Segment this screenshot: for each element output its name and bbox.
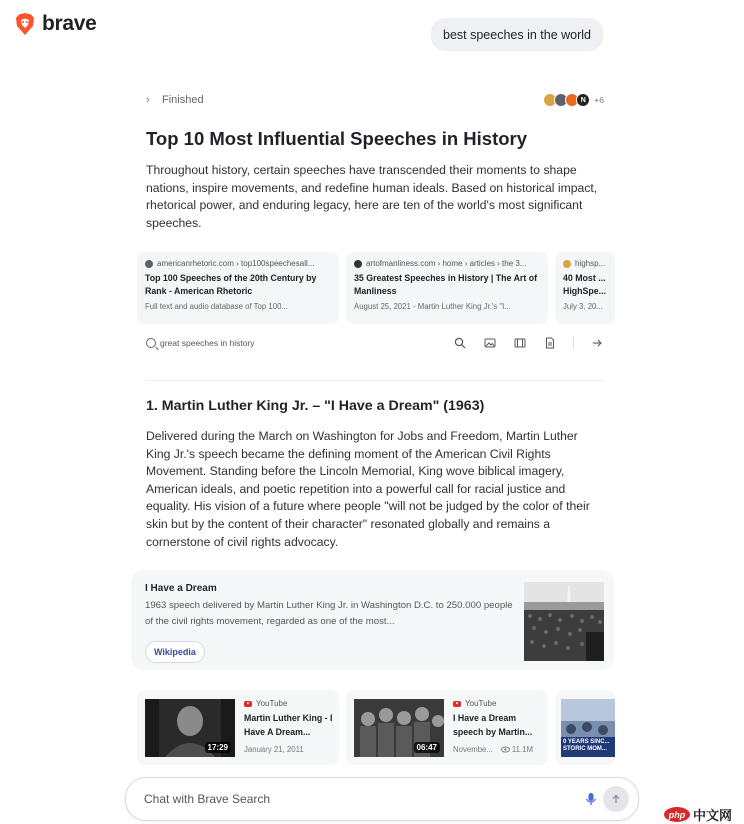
source-title: 35 Greatest Speeches in History | The Art of Manliness [354,273,538,296]
source-title: Top 100 Speeches of the 20th Century by Rank - American Rhetoric [145,273,317,296]
source-card[interactable] [137,252,339,324]
send-button[interactable] [603,786,629,812]
search-tool-button[interactable] [453,336,467,350]
video-duration: 17:29 [205,742,231,753]
wikipedia-badge[interactable]: Wikipedia [145,641,205,663]
video-cards [137,690,610,765]
video-title: I Have a Dream speech by Martin... [453,713,533,737]
youtube-icon [453,701,461,707]
video-thumbnail[interactable] [561,699,615,757]
video-thumbnail[interactable] [354,699,444,757]
wiki-title: I Have a Dream [145,583,217,594]
section-body: Delivered during the March on Washington for Jobs and Freedom, Martin Luther King Jr.'s speech became the defining moment of the American Civil Rights Movement. Standing before the Lincoln Memorial, King wove biblical imagery, American ideals, and poetic repetition into a powerful call for racial justice and equality. His vision of a future where people "will not be judged by the color of their skin but by the content of their character" resonated globally and remains a cornerstone of civil rights advocacy. [146,429,590,549]
video-source: YouTube [256,699,288,708]
section-divider [146,380,604,381]
video-thumbnail-overlay-text: 0 YEARS SINC... STORIC MOM... [563,739,610,752]
source-snippet: Full text and audio database of Top 100... [145,302,288,311]
site-favicon-icon [354,260,362,268]
source-favicon: N [576,93,590,107]
site-favicon-icon [563,260,571,268]
answer-status-row[interactable] [146,92,604,108]
source-url: artofmanliness.com › home › articles › the 3... [366,259,527,268]
source-snippet: July 3, 20... [563,302,603,311]
search-icon [146,338,156,348]
brave-lion-icon [14,12,36,36]
youtube-icon [244,701,252,707]
eye-icon [501,746,510,753]
user-query-bubble [431,18,603,51]
march-on-washington-image [524,582,604,661]
user-query-text: best speeches in the world [443,27,592,42]
video-date: January 21, 2011 [244,745,304,754]
source-url: americanrhetoric.com › top100speechesall... [157,259,315,268]
image-icon [484,337,496,349]
document-icon [544,337,556,349]
tool-divider [573,337,574,349]
video-card[interactable] [555,690,615,765]
watermark-badge: php [664,807,690,822]
related-search-row [146,334,604,352]
source-snippet: August 25, 2021 - Martin Luther King Jr.'s "I... [354,302,511,311]
wikipedia-card[interactable] [131,570,614,670]
chat-bar [125,777,639,821]
film-icon [514,337,526,349]
video-duration: 06:47 [414,742,440,753]
chat-input[interactable] [144,789,544,809]
images-tool-button[interactable] [483,336,497,350]
watermark-text: 中文网 [693,808,733,823]
source-card[interactable] [555,252,615,324]
arrow-right-icon [591,337,603,349]
site-watermark [664,805,732,824]
source-url: highsp... [575,259,606,268]
search-icon [454,337,466,349]
video-date: Novembe... [453,745,493,754]
videos-tool-button[interactable] [513,336,527,350]
video-card[interactable] [346,690,548,765]
status-text: Finished [162,94,204,106]
related-query-link[interactable]: great speeches in history [160,338,255,348]
answer-intro: Throughout history, certain speeches have transcended their moments to shape nations, inspire movements, and redefine human ideals. Based on historical impact, rhetorical power, and enduring legacy, here are ten of the world's most significant speeches. [146,163,598,230]
microphone-icon[interactable] [582,790,600,808]
source-favicons[interactable] [546,93,604,107]
logo-text: brave [42,12,97,35]
result-tools [453,336,604,350]
news-tool-button[interactable] [543,336,557,350]
video-card[interactable] [137,690,339,765]
source-title: 40 Most ... HighSpe... [563,273,607,296]
sources-more-count: +6 [594,95,604,105]
source-card[interactable] [346,252,548,324]
brave-logo[interactable] [14,12,97,36]
source-cards [137,252,607,324]
arrow-up-icon [610,793,622,805]
wiki-description: 1963 speech delivered by Martin Luther King Jr. in Washington D.C. to 250.000 people of the civil rights movement, regarded as one of the most... [145,600,513,627]
video-thumbnail[interactable] [145,699,235,757]
more-results-button[interactable] [590,336,604,350]
video-views: 11.1M [511,745,533,754]
chevron-right-icon[interactable]: › [146,94,150,106]
site-favicon-icon [145,260,153,268]
video-title: Martin Luther King - I Have A Dream... [244,713,333,737]
section-heading: 1. Martin Luther King Jr. – "I Have a Dream" (1963) [146,398,485,414]
answer-title: Top 10 Most Influential Speeches in History [146,128,528,149]
video-source: YouTube [465,699,497,708]
